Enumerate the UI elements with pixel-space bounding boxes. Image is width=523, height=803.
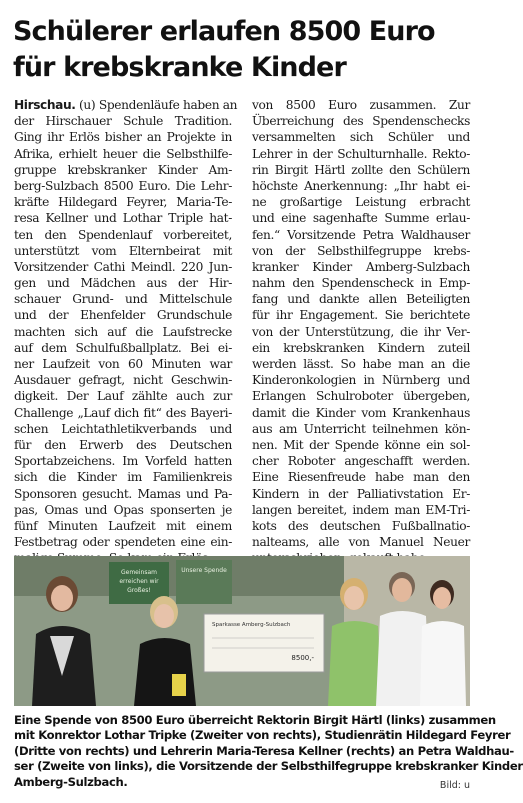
col1-line: Festbetrag oder spendeten eine ein-	[14, 535, 232, 550]
article-photo	[14, 556, 470, 706]
poster-left-text-3: Großes!	[127, 587, 151, 594]
article-headline	[13, 14, 473, 86]
col2-line: Eine Riesenfreude habe man den	[252, 470, 470, 485]
poster-left-text-2: erreichen wir	[119, 578, 159, 585]
col2-line: Überreichung des Spendenschecks	[252, 114, 470, 129]
col1-line: Vorsitzender Cathi Meindl. 220 Jun-	[14, 259, 232, 274]
col2-line: rin Birgit Härtl zollte den Schülern	[252, 162, 470, 177]
col1-line: Sponsoren gesucht. Mamas und Pa-	[14, 486, 232, 501]
col1-line: berg-Sulzbach 8500 Euro. Die Lehr-	[14, 178, 232, 193]
col1-line: der Hirschauer Schule Tradition.	[14, 114, 232, 129]
col1-line: für den Erwerb des Deutschen	[14, 437, 232, 452]
body-column-2	[252, 97, 470, 566]
col2-line: versammelten sich Schüler und	[252, 130, 470, 145]
col1-line: fünf Minuten Laufzeit mit einem	[14, 518, 232, 533]
poster-center-text: Unsere Spende	[181, 567, 227, 574]
col2-line: von 8500 Euro zusammen. Zur	[252, 98, 470, 112]
photo-caption	[14, 713, 523, 790]
col2-line: von der Unterstützung, die ihr Ver-	[252, 324, 470, 339]
col1-line: digkeit. Der Lauf zählte auch zur	[14, 389, 232, 404]
col2-line: langen bereitet, indem man EM-Tri-	[252, 502, 470, 517]
col2-line: kots des deutschen Fußballnatio-	[252, 518, 470, 533]
col2-line: kranker Kinder Amberg-Sulzbach	[252, 259, 470, 274]
col1-line: kräfte Hildegard Feyrer, Maria-Te-	[14, 195, 232, 210]
photo-credit: Bild: u	[439, 780, 470, 791]
col2-line: Lehrer in der Schulturnhalle. Rekto-	[252, 146, 470, 161]
col1-line: ten den Spendenlauf vorbereitet,	[14, 227, 232, 242]
caption-line: (Dritte von rechts) und Lehrerin Maria-Teresa Kellner (rechts) an Petra Waldhau-	[14, 743, 514, 758]
caption-line: mit Konrektor Lothar Tripke (Zweiter von rechts), Studienrätin Hildegard Feyrer	[14, 728, 511, 743]
dateline: Hirschau.	[14, 98, 76, 112]
col1-line: und der Ehenfelder Grundschule	[14, 308, 232, 323]
col1-line: resa Kellner und Lothar Triple hat-	[14, 211, 232, 226]
col2-line: nahm den Spendenscheck in Emp-	[252, 276, 470, 291]
article-body	[14, 97, 470, 566]
col2-line: ein krebskranken Kindern zuteil	[252, 340, 470, 355]
col2-line: nen. Mit der Spende könne ein sol-	[252, 437, 470, 452]
col1-line: pas, Omas und Opas sponserten je	[14, 502, 232, 517]
col1-line: machten sich auf die Laufstrecke	[14, 324, 232, 339]
col1-line: Afrika, erhielt heuer die Selbsthilfe-	[14, 146, 232, 161]
cheque-bank: Sparkasse Amberg-Sulzbach	[212, 622, 291, 628]
col2-line: von der Selbsthilfegruppe krebs-	[252, 243, 470, 258]
col1-line: gen und Mädchen aus der Hir-	[14, 276, 232, 291]
col1-line: Sportabzeichens. Im Vorfeld hatten	[14, 454, 232, 469]
col2-line: ne großartige Leistung erbracht	[252, 195, 470, 210]
headline-line-1: Schülerer erlaufen 8500 Euro	[13, 16, 435, 47]
col2-line: fang und dankte allen Beteiligten	[252, 292, 470, 307]
col1-line	[14, 97, 238, 113]
col1-line: sich die Kinder im Familienkreis	[14, 470, 232, 485]
col1-line: Ausdauer gefragt, nicht Geschwin-	[14, 373, 232, 388]
headline-line-2: für krebskranke Kinder	[13, 52, 346, 83]
col2-line: aus am Unterricht teilnehmen kön-	[252, 421, 470, 436]
col2-line: Erlangen Schulroboter übergeben,	[252, 389, 470, 404]
body-text: (u) Spendenläufe haben an	[75, 98, 238, 112]
caption-line: Eine Spende von 8500 Euro überreicht Rektorin Birgit Härtl (links) zusammen	[14, 713, 496, 727]
col2-line: fen.“ Vorsitzende Petra Waldhauser	[252, 227, 470, 242]
col1-line: Ging ihr Erlös bisher an Projekte in	[14, 130, 232, 145]
col2-line: damit die Kinder vom Krankenhaus	[252, 405, 470, 420]
col2-line: höchste Anerkennung: „Ihr habt ei-	[252, 178, 470, 193]
col1-line: auf dem Schulfußballplatz. Bei ei-	[14, 340, 232, 355]
col1-line: unterstützt vom Elternbeirat mit	[14, 243, 232, 258]
col2-line: und eine sagenhafte Summe erlau-	[252, 211, 470, 226]
body-column-1	[14, 97, 238, 566]
col2-line: Kindern in der Palliativstation Er-	[252, 486, 470, 501]
caption-line: ser (Zweite von links), die Vorsitzende der Selbsthilfegruppe krebskranker Kinder	[14, 759, 523, 774]
col1-line: schen Leichtathletikverbands und	[14, 421, 232, 436]
col2-line: werden lässt. So habe man an die	[252, 357, 470, 371]
col2-line: für ihr Engagement. Sie berichtete	[252, 308, 470, 323]
col2-line: Kinderonkologien in Nürnberg und	[252, 373, 470, 388]
col1-line: gruppe krebskranker Kinder Am-	[14, 162, 232, 177]
col1-line: schauer Grund- und Mittelschule	[14, 292, 232, 307]
caption-line: Amberg-Sulzbach.	[14, 774, 128, 789]
col1-line: ner Laufzeit von 60 Minuten war	[14, 357, 232, 371]
poster-left-text-1: Gemeinsam	[121, 569, 157, 576]
cheque-amount: 8500,-	[291, 654, 314, 662]
col2-line: cher Roboter angeschafft werden.	[252, 454, 470, 469]
photo-illustration	[14, 556, 470, 706]
col2-line: nalteams, alle von Manuel Neuer	[252, 535, 470, 550]
col1-line: Challenge „Lauf dich fit“ des Bayeri-	[14, 405, 232, 420]
